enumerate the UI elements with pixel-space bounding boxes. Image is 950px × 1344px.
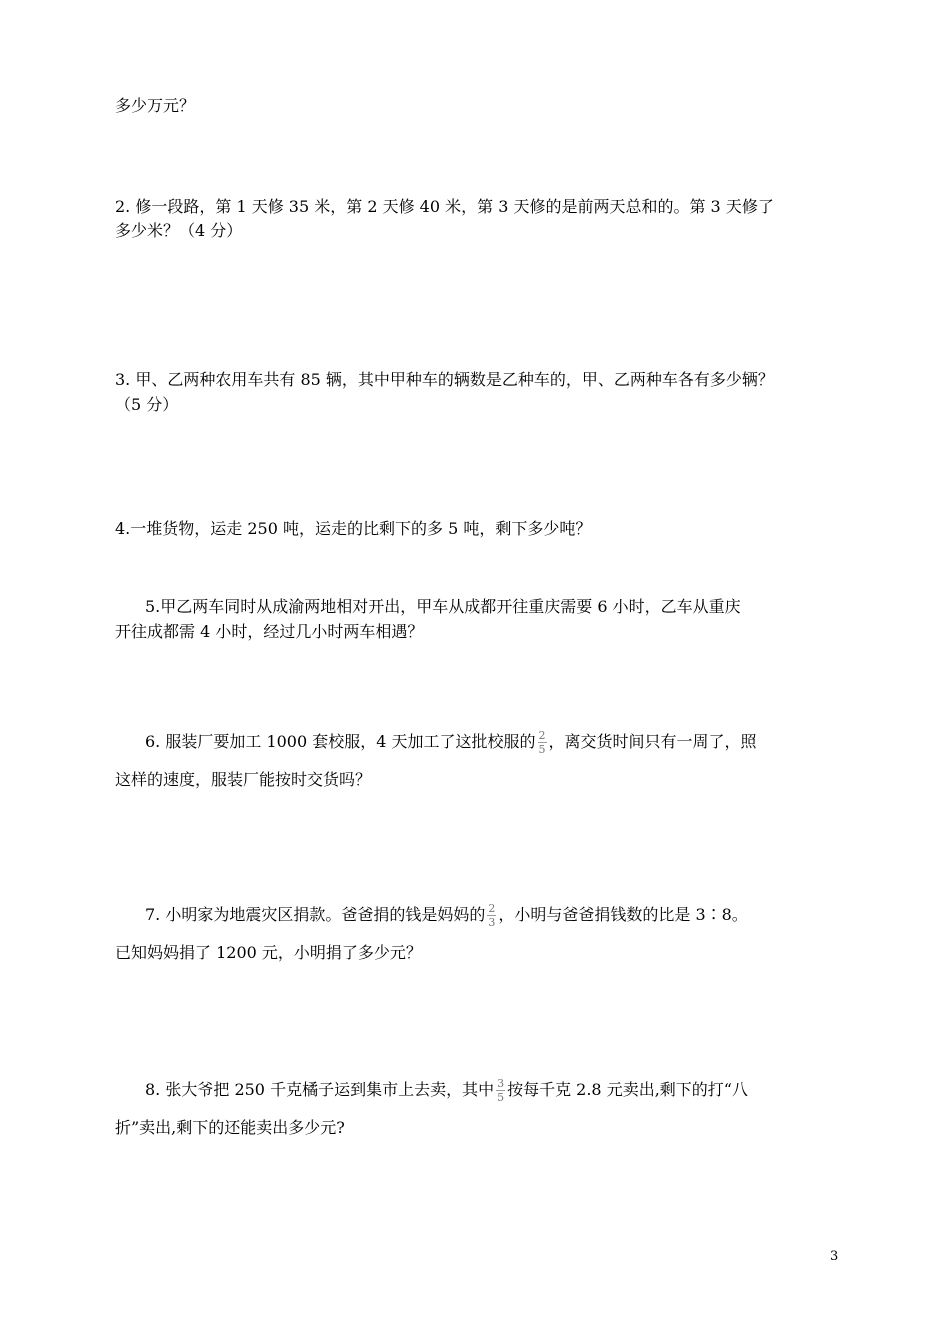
fraction-denominator: 5	[538, 743, 546, 756]
fraction	[487, 902, 496, 929]
text-line: 多少万元？	[115, 96, 196, 115]
text-line: 已知妈妈捐了 1200 元，小明捐了多少元？	[115, 943, 422, 962]
text-segment: 8. 张大爷把 250 千克橘子运到集市上去卖，其中	[145, 1080, 495, 1099]
fraction-numerator: 2	[488, 902, 496, 915]
text-line: （5 分）	[115, 395, 179, 414]
text-line: 2. 修一段路，第 1 天修 35 米，第 2 天修 40 米，第 3 天修的是前两天总和的。第 3 天修了	[115, 197, 774, 216]
fraction-denominator: 5	[497, 1091, 505, 1104]
text-segment: ，离交货时间只有一周了，照	[548, 732, 757, 751]
text-line: 4.一堆货物，运走 250 吨，运走的比剩下的多 5 吨，剩下多少吨？	[115, 519, 592, 538]
fraction-denominator: 3	[488, 916, 496, 929]
text-line	[145, 1077, 748, 1104]
text-segment: 6. 服装厂要加工 1000 套校服，4 天加工了这批校服的	[145, 732, 536, 751]
text-line: 3. 甲、乙两种农用车共有 85 辆，其中甲种车的辆数是乙种车的，甲、乙两种车各有多少辆？	[115, 370, 774, 389]
text-segment: ，小明与爸爸捐钱数的比是 3∶8。	[498, 905, 748, 924]
text-segment: 7. 小明家为地震灾区捐款。爸爸捐的钱是妈妈的	[145, 905, 486, 924]
text-line: 开往成都需 4 小时，经过几小时两车相遇？	[115, 622, 424, 641]
text-line	[145, 902, 748, 929]
fraction-numerator: 2	[538, 729, 546, 742]
fraction-numerator: 3	[497, 1077, 505, 1090]
text-line: 这样的速度，服装厂能按时交货吗？	[115, 770, 372, 789]
text-line: 5.甲乙两车同时从成渝两地相对开出，甲车从成都开往重庆需要 6 小时，乙车从重庆	[145, 597, 741, 616]
fraction	[496, 1077, 505, 1104]
page-number: 3	[830, 1249, 839, 1264]
text-line	[145, 729, 757, 756]
text-line: 折”卖出,剩下的还能卖出多少元?	[115, 1118, 345, 1137]
text-segment: 按每千克 2.8 元卖出,剩下的打“八	[507, 1080, 748, 1099]
fraction	[538, 729, 547, 756]
text-line: 多少米？（4 分）	[115, 221, 243, 240]
